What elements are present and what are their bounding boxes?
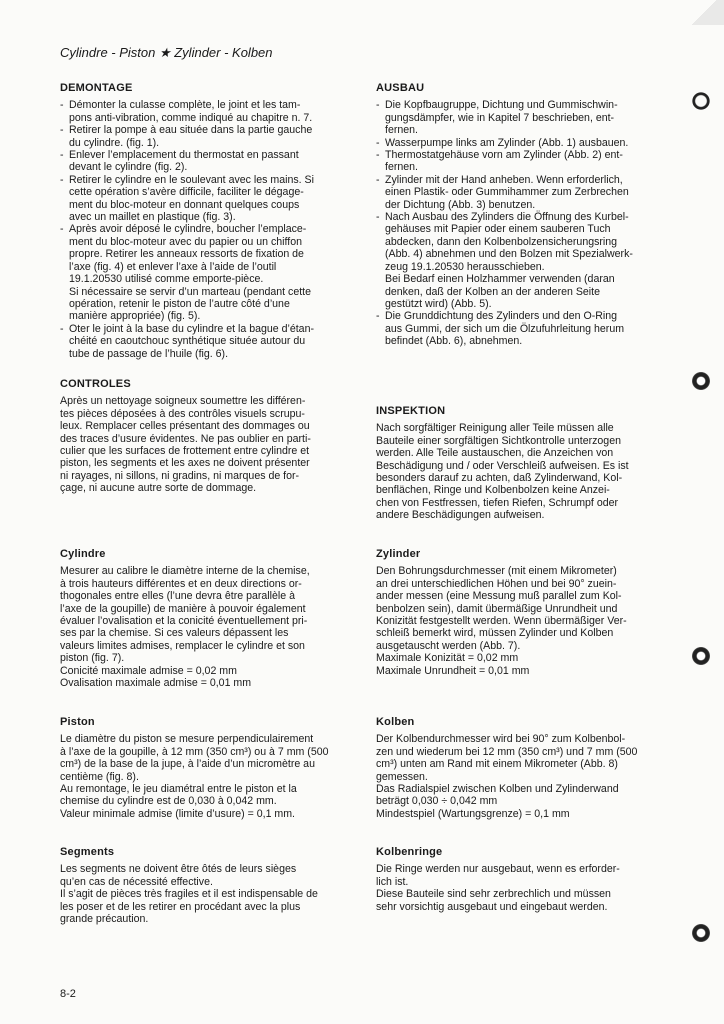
text-line: (Abb. 4) abnehmen und den Bolzen mit Spezialwerk- — [385, 248, 633, 261]
text-line: fernen. — [385, 124, 418, 137]
text-line: Les segments ne doivent être ôtés de leurs sièges — [60, 863, 297, 876]
paragraph — [60, 565, 350, 689]
text-line: zen und wiederum bei 12 mm (350 cm³) und 7 mm (500 — [376, 745, 638, 758]
text-line: 19.1.20530 utilisé comme emporte-pièce. — [69, 273, 264, 286]
text-line: l’axe de la goupille) de manière à pouvoir également — [60, 602, 306, 615]
text-line: - Thermostatgehäuse vorn am Zylinder (Abb. 2) ent- — [385, 149, 623, 162]
text-line: besonders darauf zu achten, daß Zylinderwand, Kol- — [376, 472, 623, 485]
text-line: schleiß bemerkt wird, müssen Zylinder und Kolben — [376, 627, 614, 640]
paragraph — [60, 863, 350, 925]
section-title: INSPEKTION — [376, 405, 446, 417]
text-line: - Retirer la pompe à eau située dans la partie gauche — [69, 124, 313, 137]
list-item — [376, 211, 666, 310]
text-line: denken, daß der Kolben an der anderen Seite — [385, 285, 600, 298]
text-line: - Die Grunddichtung des Zylinders und den O-Ring — [385, 310, 618, 323]
text-line: Après un nettoyage soigneux soumettre les différen- — [60, 395, 306, 408]
paragraph — [376, 863, 666, 913]
text-line: Il s’agit de pièces très fragiles et il est indispensable de — [60, 888, 318, 901]
text-line: cm³) unten am Rand mit einem Mikrometer (Abb. 8) — [376, 758, 618, 771]
punch-hole-icon — [692, 372, 710, 390]
paragraph — [60, 733, 350, 820]
section-inspektion — [376, 405, 666, 522]
text-line: Ovalisation maximale admise = 0,01 mm — [60, 677, 252, 690]
section-kolben — [376, 716, 666, 820]
text-line: Bauteile einer sorgfältigen Sichtkontrolle unterzogen — [376, 434, 621, 447]
text-line: cm³) de la base de la jupe, à l’aide d’un micromètre au — [60, 758, 315, 771]
text-line: chemise du cylindre est de 0,030 à 0,042 mm. — [60, 795, 277, 808]
section-cylindre — [60, 548, 350, 689]
text-line: des traces d’usure évidentes. Ne pas oublier en parti- — [60, 432, 311, 445]
text-line: culier que les surfaces de frottement entre cylindre et — [60, 445, 310, 458]
text-line: valeurs limites admises, remplacer le cylindre et son — [60, 639, 305, 652]
section-piston — [60, 716, 350, 820]
text-line: lich ist. — [376, 875, 409, 888]
text-line: ses par la chemise. Si ces valeurs dépassent les — [60, 627, 289, 640]
list-item — [376, 310, 666, 347]
paragraph — [376, 422, 666, 521]
text-line: leux. Remplacer celles présentant des dommages ou — [60, 420, 310, 433]
text-line: benbolzen sein), damit übermäßige Unrundheit und — [376, 602, 618, 615]
text-line: gehäuses mit Papier oder einem sauberen Tuch — [385, 223, 611, 236]
text-line: chen von Festfressen, tiefen Riefen, Schrumpf oder — [376, 496, 619, 509]
section-title: DEMONTAGE — [60, 82, 133, 94]
text-line: werden. Alle Teile austauschen, die Anzeichen von — [376, 447, 614, 460]
section-title: Kolbenringe — [376, 846, 443, 858]
list-item — [376, 99, 666, 136]
section-title: AUSBAU — [376, 82, 425, 94]
text-line: évaluer l’ovalisation et la conicité éventuellement pri- — [60, 615, 308, 628]
text-line: - Zylinder mit der Hand anheben. Wenn erforderlich, — [385, 173, 623, 186]
text-line: Maximale Unrundheit = 0,01 mm — [376, 664, 530, 677]
list-item — [376, 174, 666, 211]
text-line: Beschädigung und / oder Verschleiß aufweisen. Es ist — [376, 459, 629, 472]
list-item — [60, 149, 350, 174]
paragraph — [376, 565, 666, 677]
text-line: - Oter le joint à la base du cylindre et la bague d’étan- — [69, 322, 314, 335]
text-line: tube de passage de l’huile (fig. 6). — [69, 347, 229, 360]
text-line: zeug 19.1.20530 herausschieben. — [385, 260, 545, 273]
page-corner-shadow — [684, 0, 724, 25]
text-line: - Wasserpumpe links am Zylinder (Abb. 1) ausbauen. — [385, 136, 629, 149]
text-line: opération, retenir le piston de l’autre côté d’une — [69, 297, 290, 310]
text-line: Der Kolbendurchmesser wird bei 90° zum Kolbenbol- — [376, 733, 626, 746]
text-line: benflächen, Ringe und Kolbenbolzen keine Anzei- — [376, 484, 610, 497]
section-title: Kolben — [376, 716, 415, 728]
text-line: ausgetauscht werden (Abb. 7). — [376, 639, 521, 652]
section-title: CONTROLES — [60, 378, 131, 390]
section-kolbenringe — [376, 846, 666, 913]
text-line: andere Beschädigungen aufweisen. — [376, 509, 545, 522]
text-line: à l’axe de la goupille, à 12 mm (350 cm³) ou à 7 mm (500 — [60, 745, 329, 758]
text-line: fernen. — [385, 161, 418, 174]
text-line: ment du bloc-moteur en donnant quelques coups — [69, 198, 300, 211]
text-line: beträgt 0,030 ÷ 0,042 mm — [376, 795, 498, 808]
text-line: centième (fig. 8). — [60, 770, 139, 783]
text-line: Maximale Konizität = 0,02 mm — [376, 652, 519, 665]
list-item — [60, 99, 350, 124]
text-line: l’axe (fig. 4) et enlever l’axe à l’aide de l’outil — [69, 260, 277, 273]
text-line: grande précaution. — [60, 913, 149, 926]
text-line: cette opération s’avère difficile, faciliter le dégage- — [69, 186, 304, 199]
text-line: piston (fig. 7). — [60, 652, 125, 665]
text-line: - Die Kopfbaugruppe, Dichtung und Gummischwin- — [385, 99, 618, 112]
bullet-list — [60, 99, 350, 360]
text-line: Diese Bauteile sind sehr zerbrechlich und müssen — [376, 888, 611, 901]
text-line: avec un maillet en plastique (fig. 3). — [69, 211, 236, 224]
bullet-list — [376, 99, 666, 347]
text-line: çage, ni aucune autre sorte de dommage. — [60, 482, 257, 495]
text-line: ander messen (eine Messung muß parallel zum Kol- — [376, 590, 622, 603]
text-line: ni rayages, ni sillons, ni gradins, ni marques de for- — [60, 469, 300, 482]
text-line: qu’en cas de nécessité effective. — [60, 875, 213, 888]
text-line: thogonales entre elles (l’une devra être parallèle à — [60, 590, 295, 603]
section-zylinder — [376, 548, 666, 677]
section-title: Segments — [60, 846, 115, 858]
punch-hole-icon — [692, 647, 710, 665]
paragraph — [60, 395, 350, 494]
page-number: 8-2 — [60, 988, 76, 1000]
list-item — [60, 323, 350, 360]
text-line: Bei Bedarf einen Holzhammer verwenden (daran — [385, 273, 615, 286]
list-item — [376, 149, 666, 174]
text-line: ment du bloc-moteur avec du papier ou un chiffon — [69, 235, 303, 248]
text-line: gungsdämpfer, wie in Kapitel 7 beschrieben, ent- — [385, 111, 615, 124]
text-line: Mindestspiel (Wartungsgrenze) = 0,1 mm — [376, 807, 570, 820]
section-title: Zylinder — [376, 548, 421, 560]
list-item — [376, 137, 666, 149]
section-segments — [60, 846, 350, 925]
section-title: Cylindre — [60, 548, 106, 560]
punch-hole-icon — [692, 92, 710, 110]
text-line: du cylindre. (fig. 1). — [69, 136, 160, 149]
text-line: - Après avoir déposé le cylindre, boucher l’emplace- — [69, 223, 307, 236]
text-line: Den Bohrungsdurchmesser (mit einem Mikrometer) — [376, 565, 617, 578]
text-line: devant le cylindre (fig. 2). — [69, 161, 188, 174]
text-line: aus Gummi, der sich um die Ölzufuhrleitung herum — [385, 322, 625, 335]
section-ausbau — [376, 82, 666, 348]
text-line: les poser et de les retirer en procédant avec la plus — [60, 900, 301, 913]
text-line: sehr vorsichtig ausgebaut und eingebaut werden. — [376, 900, 608, 913]
section-controles — [60, 378, 350, 495]
text-line: Konizität festgestellt werden. Wenn übermäßiger Ver- — [376, 615, 627, 628]
list-item — [60, 223, 350, 322]
text-line: Au remontage, le jeu diamétral entre le piston et la — [60, 783, 297, 796]
text-line: gemessen. — [376, 770, 428, 783]
text-line: manière appropriée) (fig. 5). — [69, 310, 201, 323]
list-item — [60, 124, 350, 149]
text-line: tes pièces déposées à des contrôles visuels scrupu- — [60, 407, 305, 420]
text-line: Conicité maximale admise = 0,02 mm — [60, 664, 237, 677]
text-line: Nach sorgfältiger Reinigung aller Teile müssen alle — [376, 422, 614, 435]
text-line: Valeur minimale admise (limite d’usure) = 0,1 mm. — [60, 807, 296, 820]
text-line: befindet (Abb. 6), abnehmen. — [385, 335, 523, 348]
text-line: - Nach Ausbau des Zylinders die Öffnung des Kurbel- — [385, 211, 629, 224]
text-line: Das Radialspiel zwischen Kolben und Zylinderwand — [376, 783, 619, 796]
section-title: Piston — [60, 716, 95, 728]
text-line: an drei unterschiedlichen Höhen und bei 90° zuein- — [376, 577, 617, 590]
text-line: - Démonter la culasse complète, le joint et les tam- — [69, 99, 301, 112]
list-item — [60, 174, 350, 224]
text-line: einen Plastik- oder Gummihammer zum Zerbrechen — [385, 186, 629, 199]
text-line: Le diamètre du piston se mesure perpendiculairement — [60, 733, 314, 746]
text-line: Si nécessaire se servir d’un marteau (pendant cette — [69, 285, 312, 298]
text-line: abdecken, dann den Kolbenbolzensicherungsring — [385, 235, 618, 248]
text-line: der Dichtung (Abb. 3) benutzen. — [385, 198, 536, 211]
text-line: Mesurer au calibre le diamètre interne de la chemise, — [60, 565, 310, 578]
section-demontage — [60, 82, 350, 360]
text-line: à trois hauteurs différentes et en deux directions or- — [60, 577, 302, 590]
page-header: Cylindre - Piston ★ Zylinder - Kolben — [60, 45, 273, 60]
text-line: Die Ringe werden nur ausgebaut, wenn es erforder- — [376, 863, 620, 876]
text-line: - Enlever l’emplacement du thermostat en passant — [69, 149, 299, 162]
text-line: - Retirer le cylindre en le soulevant avec les mains. Si — [69, 173, 314, 186]
text-line: chéité en caoutchouc synthétique située autour du — [69, 335, 306, 348]
text-line: pons anti-vibration, comme indiqué au chapitre n. 7. — [69, 111, 313, 124]
paragraph — [376, 733, 666, 820]
text-line: propre. Retirer les anneaux ressorts de fixation de — [69, 248, 304, 261]
text-line: piston, les segments et les axes ne doivent présenter — [60, 457, 310, 470]
punch-hole-icon — [692, 924, 710, 942]
text-line: gestützt wird) (Abb. 5). — [385, 297, 492, 310]
